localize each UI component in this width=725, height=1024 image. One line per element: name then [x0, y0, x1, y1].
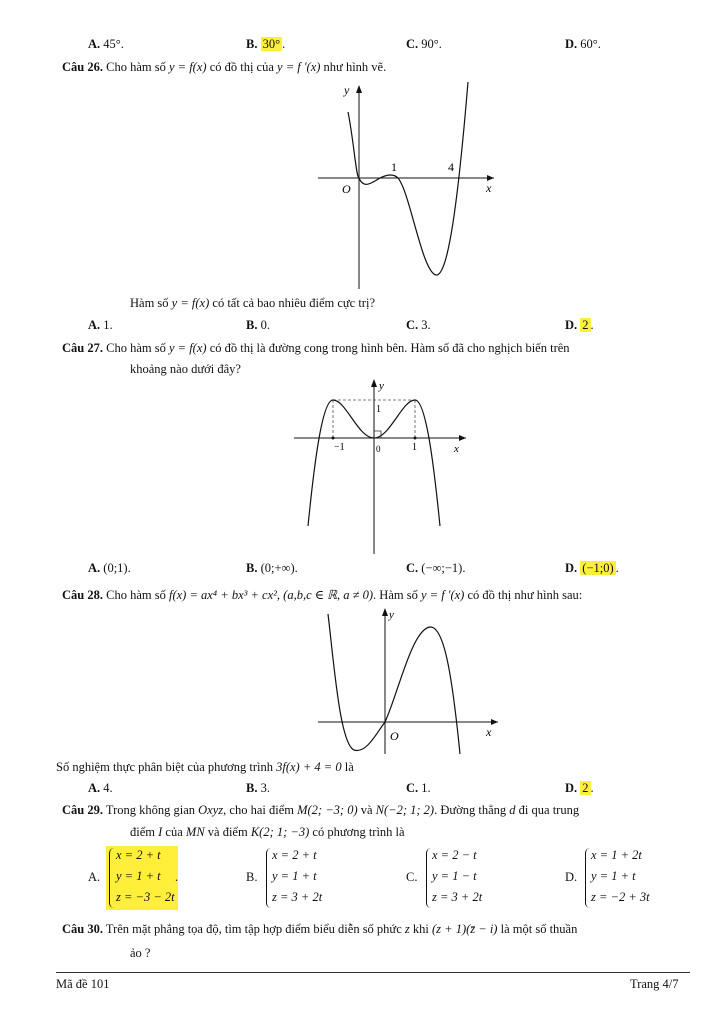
- q28-option-b[interactable]: B. 3.: [246, 781, 270, 795]
- q26-option-c[interactable]: C. 3.: [406, 318, 431, 332]
- point-neg1: [332, 437, 335, 440]
- system-brace: [109, 848, 114, 908]
- q28-option-c[interactable]: C. 1.: [406, 781, 431, 795]
- q28-graph: [318, 604, 500, 756]
- q29-option-a-label[interactable]: A.: [88, 870, 101, 884]
- q25-option-d[interactable]: D. 60°.: [565, 37, 601, 51]
- system-line: z = −2 + 3t: [591, 890, 650, 904]
- x-axis-arrow: [459, 435, 466, 441]
- q26-question: Hàm số y = f(x) có tất cả bao nhiêu điểm cực trị?: [130, 296, 375, 310]
- q26-option-a[interactable]: A. 1.: [88, 318, 113, 332]
- y-axis-label: y: [379, 380, 384, 392]
- x-axis-arrow: [491, 719, 498, 725]
- y-axis-arrow: [382, 608, 388, 616]
- page-number: Trang 4/7: [630, 977, 679, 991]
- answer-highlight: (−1;0): [582, 561, 614, 575]
- q29-stem-line2: điểm I của MN và điểm K(2; 1; −3) có phương trình là: [130, 825, 405, 839]
- system-line: y = 1 + t: [116, 869, 161, 883]
- y-axis-label: y: [389, 609, 394, 621]
- q28-question: Số nghiệm thực phân biệt của phương trình 3f(x) + 4 = 0 là: [56, 760, 354, 774]
- system-line: x = 1 + 2t: [591, 848, 642, 862]
- origin-label: O: [342, 182, 351, 196]
- origin-label: O: [390, 729, 399, 743]
- system-brace: [426, 848, 431, 908]
- q30-stem-line1: Câu 30. Trên mặt phẳng tọa độ, tìm tập hợp điểm biểu diễn số phức z khi (z + 1)(z̄ − i) là một số thuần: [62, 922, 578, 936]
- q27-option-a[interactable]: A. (0;1).: [88, 561, 131, 575]
- tick-label-4: 4: [448, 160, 454, 174]
- derivative-curve: [348, 82, 468, 275]
- q25-option-a[interactable]: A. 45°.: [88, 37, 124, 51]
- q29-stem-line1: Câu 29. Trong không gian Oxyz, cho hai điểm M(2; −3; 0) và N(−2; 1; 2). Đường thẳng d đi qua trung: [62, 803, 580, 817]
- option-period: .: [175, 870, 179, 884]
- q28-stem: Câu 28. Cho hàm số f(x) = ax⁴ + bx³ + cx², (a,b,c ∈ ℝ, a ≠ 0). Hàm số y = f '(x) có đồ thị như hình sau:: [62, 588, 583, 602]
- system-line: y = 1 + t: [591, 869, 636, 883]
- tick-label-1: 1: [412, 442, 417, 453]
- q25-option-c[interactable]: C. 90°.: [406, 37, 442, 51]
- system-line: z = 3 + 2t: [272, 890, 323, 904]
- tick-label-1: 1: [391, 160, 397, 174]
- exam-code: Mã đề 101: [56, 977, 110, 991]
- system-brace: [585, 848, 590, 908]
- q27-stem-line2: khoảng nào dưới đây?: [130, 362, 241, 376]
- q27-option-c[interactable]: C. (−∞;−1).: [406, 561, 466, 575]
- system-line: z = −3 − 2t: [116, 890, 175, 904]
- q29-option-c-label[interactable]: C.: [406, 870, 418, 884]
- point-1: [414, 437, 417, 440]
- x-axis-label: x: [454, 443, 459, 455]
- x-axis-label: x: [486, 725, 492, 739]
- x-axis-label: x: [486, 181, 492, 195]
- answer-highlight: 30°: [262, 37, 281, 51]
- y-axis-arrow: [356, 85, 362, 93]
- tick-label-y1: 1: [376, 404, 381, 415]
- q27-graph: [294, 376, 470, 554]
- q26-option-b[interactable]: B. 0.: [246, 318, 270, 332]
- q29-option-b-label[interactable]: B.: [246, 870, 258, 884]
- answer-highlight: 2: [582, 781, 589, 795]
- q26-stem: Câu 26. Cho hàm số y = f(x) có đồ thị của y = f '(x) như hình vẽ.: [62, 60, 387, 74]
- y-axis-label: y: [344, 83, 350, 97]
- tick-label-0: 0: [376, 444, 381, 454]
- system-line: x = 2 − t: [432, 848, 477, 862]
- system-line: y = 1 + t: [272, 869, 317, 883]
- q27-stem-line1: Câu 27. Cho hàm số y = f(x) có đồ thị là đường cong trong hình bên. Hàm số đã cho nghịch biến trên: [62, 341, 570, 355]
- tick-label-neg1: −1: [334, 442, 345, 453]
- q29-option-d-label[interactable]: D.: [565, 870, 578, 884]
- q26-graph: [318, 82, 498, 290]
- q27-option-b[interactable]: B. (0;+∞).: [246, 561, 298, 575]
- system-line: x = 2 + t: [272, 848, 317, 862]
- system-line: z = 3 + 2t: [432, 890, 483, 904]
- q28-option-a[interactable]: A. 4.: [88, 781, 113, 795]
- q26-option-d[interactable]: D. 2 .: [565, 318, 594, 332]
- y-axis-arrow: [371, 379, 377, 387]
- q28-option-d[interactable]: D. 2 .: [565, 781, 594, 795]
- footer-divider: [56, 972, 690, 973]
- q27-option-d[interactable]: D. (−1;0) .: [565, 561, 619, 575]
- system-brace: [266, 848, 271, 908]
- answer-highlight: 2: [582, 318, 589, 332]
- system-line: x = 2 + t: [116, 848, 161, 862]
- system-line: y = 1 − t: [432, 869, 477, 883]
- q25-option-b[interactable]: B. 30° .: [246, 37, 286, 51]
- q30-stem-line2: ảo ?: [130, 946, 151, 960]
